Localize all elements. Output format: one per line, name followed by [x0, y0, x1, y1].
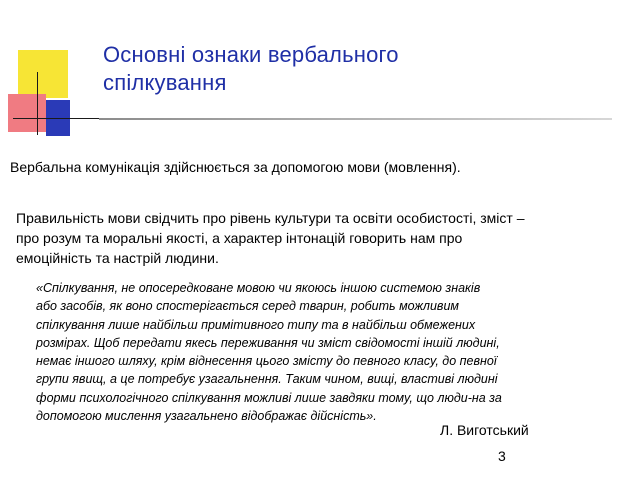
paragraph-line: Правильність мови свідчить про рівень культури та освіти особистості, зміст – [16, 210, 525, 226]
vygotsky-quote [36, 279, 596, 425]
quote-line: спілкування лише найбільш примітивного типу та в найбільш обмежених [36, 317, 476, 332]
decorative-horizontal-line [13, 118, 99, 119]
decorative-red-square [8, 94, 46, 132]
decorative-vertical-line [37, 72, 38, 135]
quote-line: групи явищ, а це потребує узагальнення. Таким чином, вищі, властиві людині [36, 372, 498, 387]
quote-line: «Спілкування, не опосередковане мовою чи якоюсь іншою системою знаків [36, 281, 481, 295]
speech-correctness-paragraph [16, 208, 628, 268]
slide-title [103, 41, 573, 97]
paragraph-line: про розум та моральні якості, а характер інтонацій говорить нам про [16, 230, 463, 246]
slide-title-line-1: Основні ознаки вербального [103, 42, 399, 67]
paragraph-line: емоційність та настрій людини. [16, 250, 219, 266]
decorative-yellow-square [18, 50, 68, 98]
page-number: 3 [498, 448, 506, 464]
quote-author: Л. Виготський [440, 422, 529, 438]
quote-line: форми психологічного спілкування можливі лише завдяки тому, що люди-на за [36, 390, 502, 405]
title-underline [99, 118, 612, 120]
quote-line: немає іншого шляху, крім віднесення цього змісту до певного класу, до певної [36, 354, 497, 369]
quote-line: допомогою мислення узагальнено відображає дійсність». [36, 409, 377, 424]
verbal-communication-definition: Вербальна комунікація здійснюється за допомогою мови (мовлення). [10, 159, 461, 175]
quote-line: або засобів, як воно спостерігається серед тварин, робить можливим [36, 299, 459, 314]
slide-title-line-2: спілкування [103, 70, 227, 95]
quote-line: розмірах. Щоб передати якесь переживання чи зміст свідомості іншій людині, [36, 335, 500, 350]
